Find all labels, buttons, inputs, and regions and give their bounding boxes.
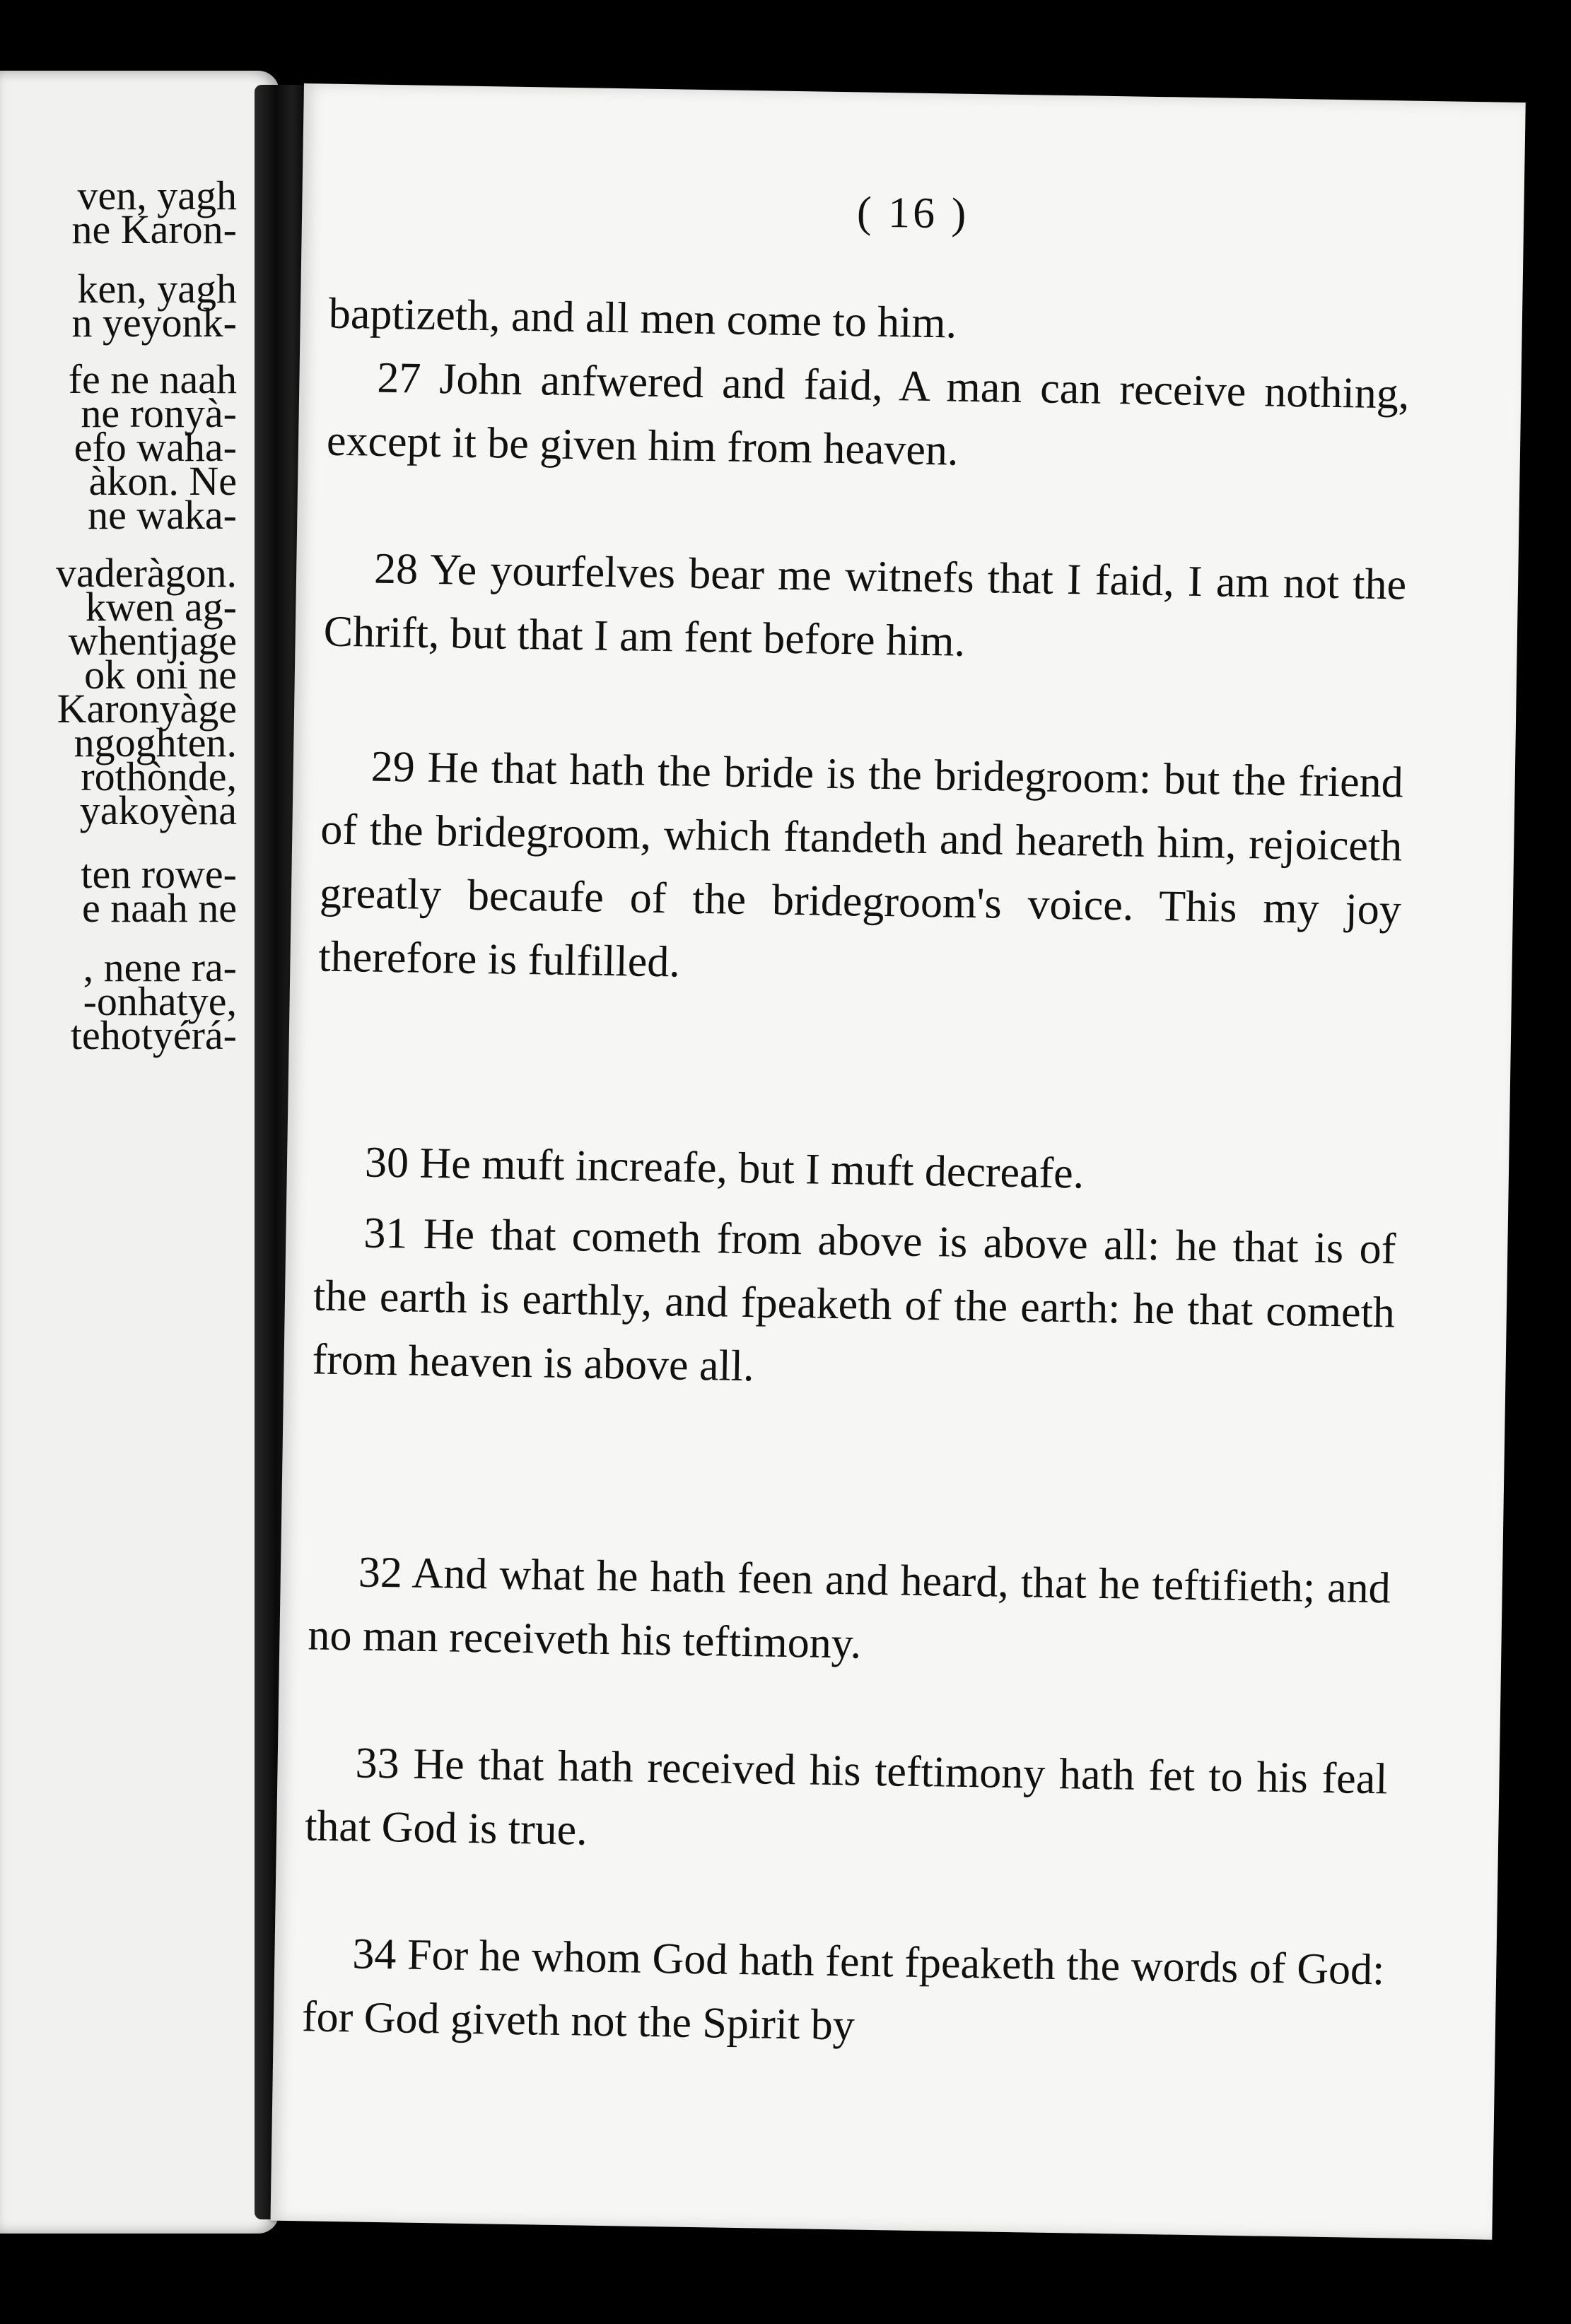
verse-27	[326, 346, 1410, 490]
left-page-line: -onhatye,	[83, 978, 237, 1024]
verse-29	[318, 734, 1403, 1006]
verse-30	[315, 1129, 1397, 1210]
verse-text: 27 John anfwered and faid, A man can receive nothing, except it be given him from heaven.	[326, 353, 1410, 475]
left-page-line: ngoghten.	[74, 720, 237, 765]
left-page-line: whentjage	[68, 618, 237, 664]
verse-28	[323, 536, 1407, 681]
left-page-line: àkon. Ne	[88, 458, 237, 504]
verse-text: 31 He that cometh from above is above all: he that is of the earth is earthly, and fpeaketh of the earth: he that cometh from heaven is above all.	[312, 1209, 1396, 1391]
left-page-line: , nene ra-	[83, 944, 237, 990]
right-page	[271, 83, 1526, 2240]
left-page-line: n yeyonk-	[71, 300, 237, 346]
verse-text: 34 For he whom God hath fent fpeaketh the words of God: for God giveth not the Spirit by	[301, 1930, 1385, 2050]
verse-text: 33 He that hath received his teftimony hath fet to his feal that God is true.	[304, 1739, 1389, 1855]
verse-text: 32 And what he hath feen and heard, that he teftifieth; and no man receiveth his teftimony.	[307, 1548, 1391, 1668]
verse-33	[305, 1730, 1389, 1874]
verse-text: 30 He muft increafe, but I muft decreafe.	[364, 1138, 1085, 1198]
verse-32	[308, 1539, 1391, 1684]
left-page-line: ken, yagh	[77, 266, 237, 312]
left-page-line: kwen ag-	[85, 584, 237, 630]
verse-31	[312, 1200, 1396, 1408]
left-page-line: ne ronyà-	[81, 390, 237, 436]
left-page-line: vaderàgon.	[55, 550, 237, 596]
verse-text: 29 He that hath the bride is the bridegroom: but the friend of the bridegroom, which ftandeth and heareth him, rejoiceth greatly becaufe of the bridegroom's voice. This my joy therefore is fulfilled.	[318, 742, 1404, 987]
left-page-line: ven, yagh	[77, 172, 237, 218]
left-page-line: efo waha-	[74, 424, 237, 470]
left-page-line: tehotyérá-	[70, 1012, 237, 1058]
verse-34	[301, 1921, 1385, 2065]
left-page-line: e naah ne	[82, 885, 237, 931]
left-page-line: ok oni ne	[84, 652, 237, 698]
left-page-line: rothònde,	[81, 753, 237, 799]
verse-text: baptizeth, and all men come to him.	[328, 289, 957, 348]
page-number: ( 16 )	[856, 188, 969, 238]
left-page-line: fe ne naah	[68, 356, 237, 402]
left-page-line: ne waka-	[88, 492, 237, 538]
verse-text: 28 Ye yourfelves bear me witnefs that I faid, I am not the Chrift, but that I am fent before him.	[323, 544, 1407, 666]
left-facing-page	[0, 71, 279, 2234]
left-page-line: yakoyèna	[79, 787, 237, 833]
left-page-line: ten rowe-	[81, 851, 237, 897]
left-page-line: ne Karon-	[71, 206, 237, 252]
left-page-line: Karonyàge	[57, 686, 237, 732]
